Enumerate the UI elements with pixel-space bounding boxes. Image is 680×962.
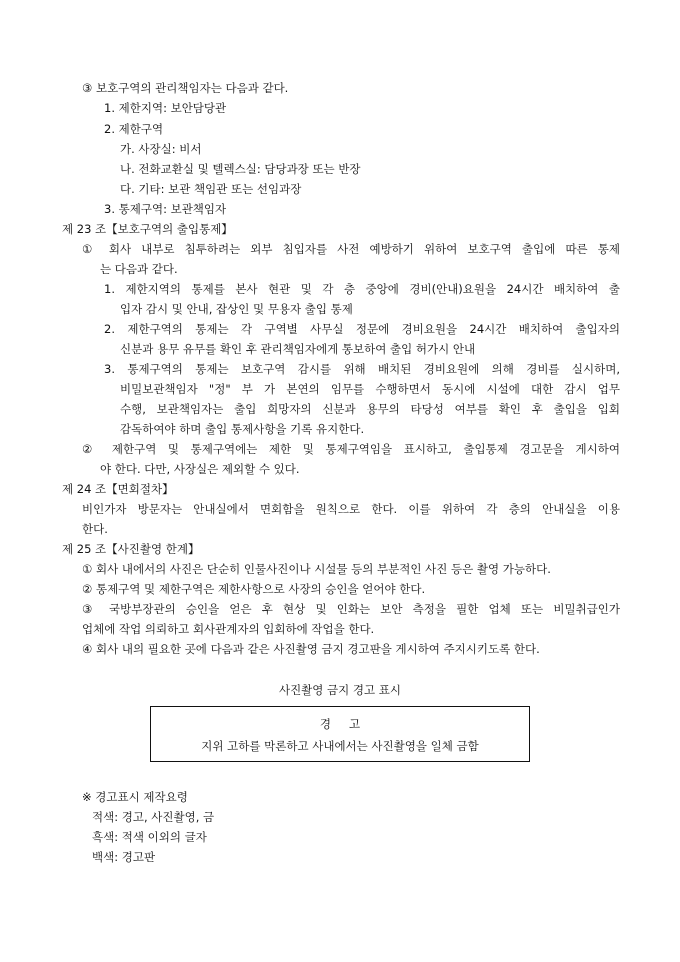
- article-24-body-cont: 한다.: [82, 522, 108, 536]
- warning-sign-box: [150, 706, 530, 762]
- article-23-paragraph-2-cont: 야 한다. 다만, 사장실은 제외할 수 있다.: [100, 462, 300, 476]
- article-23-paragraph-1: ① 회사 내부로 침투하려는 외부 침입자를 사전 예방하기 위하여 보호구역 출입에 따른 통제: [82, 242, 620, 256]
- article-24-body: 비인가자 방문자는 안내실에서 면회함을 원칙으로 한다. 이를 위하여 각 층의 안내실을 이용: [82, 502, 620, 516]
- article-23-item-1-cont: 입자 감시 및 안내, 잡상인 및 무용자 출입 통제: [120, 302, 353, 316]
- protected-area-manager-heading: ③ 보호구역의 관리책임자는 다음과 같다.: [82, 81, 289, 95]
- list-item: 나. 전화교환실 및 텔렉스실: 담당과장 또는 반장: [120, 162, 361, 176]
- note-item: 흑색: 적색 이외의 글자: [92, 830, 207, 844]
- warning-sign-body: 지위 고하를 막론하고 사내에서는 사진촬영을 일체 금함: [201, 739, 479, 753]
- article-25-paragraph-1: ① 회사 내에서의 사진은 단순히 인물사진이나 시설물 등의 부분적인 사진 등은 촬영 가능하다.: [82, 562, 551, 576]
- article-23-item-3-cont: 감독하여야 하며 출입 통제사항을 기록 유지한다.: [120, 422, 365, 436]
- article-23-paragraph-2: ② 제한구역 및 통제구역에는 제한 및 통제구역임을 표시하고, 출입통제 경고문을 게시하여: [82, 442, 620, 456]
- article-23-item-2: 2. 제한구역의 통제는 각 구역별 사무실 정문에 경비요원을 24시간 배치하여 출입자의: [104, 322, 620, 336]
- warning-sign-title: 경고: [319, 717, 379, 731]
- article-23-item-1: 1. 제한지역의 통제를 본사 현관 및 각 층 중앙에 경비(안내)요원을 24시간 배치하여 출: [104, 282, 620, 296]
- notes-heading: ※ 경고표시 제작요령: [82, 790, 188, 804]
- article-23-item-3-cont: 수행, 보관책임자는 출입 희망자의 신분과 용무의 타당성 여부를 확인 후 출입을 입회: [120, 402, 620, 416]
- list-item: 1. 제한지역: 보안담당관: [104, 101, 227, 115]
- article-25-title: 제 25 조【사진촬영 한계】: [62, 542, 200, 556]
- article-23-title: 제 23 조【보호구역의 출입통제】: [62, 222, 233, 236]
- list-item: 다. 기타: 보관 책임관 또는 선임과장: [120, 182, 302, 196]
- list-item: 3. 통제구역: 보관책임자: [104, 202, 227, 216]
- list-item: 2. 제한구역: [104, 122, 164, 136]
- note-item: 백색: 경고판: [92, 850, 156, 864]
- article-23-paragraph-1-cont: 는 다음과 같다.: [100, 262, 178, 276]
- article-25-paragraph-3-cont: 업체에 작업 의뢰하고 회사관계자의 입회하에 작업을 한다.: [82, 622, 375, 636]
- article-23-item-3-cont: 비밀보관책임자 "정" 부 가 본연의 임무를 수행하면서 동시에 시설에 대한 감시 업무: [120, 382, 620, 396]
- article-25-paragraph-4: ④ 회사 내의 필요한 곳에 다음과 같은 사진촬영 금지 경고판을 게시하여 주지시키도록 한다.: [82, 642, 540, 656]
- article-23-item-3: 3. 통제구역의 통제는 보호구역 감시를 위해 배치된 경비요원에 의해 경비를 실시하며,: [104, 362, 620, 376]
- article-24-title: 제 24 조【면회절차】: [62, 482, 174, 496]
- list-item: 가. 사장실: 비서: [120, 142, 202, 156]
- warning-sign-caption: 사진촬영 금지 경고 표시: [278, 683, 402, 697]
- note-item: 적색: 경고, 사진촬영, 금: [92, 810, 215, 824]
- article-25-paragraph-3: ③ 국방부장관의 승인을 얻은 후 현상 및 인화는 보안 측정을 필한 업체 또는 비밀취급인가: [82, 602, 620, 616]
- article-25-paragraph-2: ② 통제구역 및 제한구역은 제한사항으로 사장의 승인을 얻어야 한다.: [82, 582, 426, 596]
- article-23-item-2-cont: 신분과 용무 유무를 확인 후 관리책임자에게 통보하여 출입 허가시 안내: [120, 342, 476, 356]
